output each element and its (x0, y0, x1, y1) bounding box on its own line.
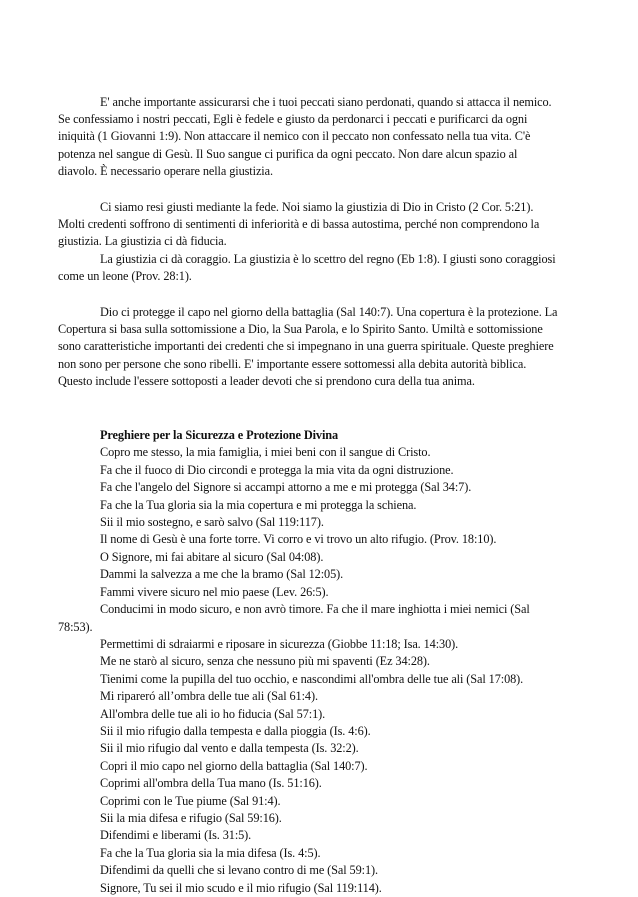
paragraph-line: come un leone (Prov. 28:1). (58, 268, 192, 283)
prayer-line: Me ne starò al sicuro, senza che nessuno più mi spaventi (Ez 34:28). (100, 654, 430, 669)
paragraph-line: Molti credenti soffrono di sentimenti di inferiorità e di bassa autostima, perché non comprendono la (58, 217, 540, 232)
paragraph-line: Ci siamo resi giusti mediante la fede. Noi siamo la giustizia di Dio in Cristo (2 Cor. 5:21). (100, 200, 534, 215)
prayer-line: Dammi la salvezza a me che la bramo (Sal 12:05). (100, 567, 344, 582)
prayer-line: Fammi vivere sicuro nel mio paese (Lev. 26:5). (100, 584, 329, 599)
paragraph-line: iniquità (1 Giovanni 1:9). Non attaccare il nemico con il peccato non confessato nella tua vita. C'è (58, 129, 531, 144)
paragraph-righteousness-courage (58, 251, 582, 285)
paragraph-line: potenza nel sangue di Gesù. Il Suo sangue ci purifica da ogni peccato. Non dare alcun spazio al (58, 146, 518, 161)
paragraph-righteousness-faith (58, 199, 582, 251)
paragraph-line: La giustizia ci dà coraggio. La giustizia è lo scettro del regno (Eb 1:8). I giusti sono coraggiosi (100, 251, 556, 266)
prayer-line: Copri il mio capo nel giorno della battaglia (Sal 140:7). (100, 758, 368, 773)
prayer-line: Fa che la Tua gloria sia la mia difesa (Is. 4:5). (100, 845, 321, 860)
paragraph-line: Questo include l'essere sottoposti a leader devoti che si prendono cura della tua anima. (58, 373, 475, 388)
prayer-line: Sii il mio sostegno, e sarò salvo (Sal 119:117). (100, 515, 324, 530)
prayer-line: All'ombra delle tue ali io ho fiducia (Sal 57:1). (100, 706, 326, 721)
paragraph-line: Dio ci protegge il capo nel giorno della battaglia (Sal 140:7). Una copertura è la protezione. La (100, 305, 558, 320)
prayer-line: Mi ripareró all’ombra delle tue ali (Sal 61:4). (100, 689, 318, 704)
prayer-line: O Signore, mi fai abitare al sicuro (Sal 04:08). (100, 549, 324, 564)
document-page (58, 94, 582, 897)
prayer-line: Signore, Tu sei il mio scudo e il mio rifugio (Sal 119:114). (100, 880, 382, 895)
prayer-line: Fa che l'angelo del Signore si accampi attorno a me e mi protegga (Sal 34:7). (100, 480, 472, 495)
paragraph-line: giustizia. La giustizia ci dà fiducia. (58, 234, 227, 249)
prayer-line-continuation: 78:53). (58, 619, 93, 634)
prayer-line: Tienimi come la pupilla del tuo occhio, e nascondimi all'ombra delle tue ali (Sal 17:08). (100, 671, 524, 686)
prayer-line: Difendimi da quelli che si levano contro di me (Sal 59:1). (100, 863, 378, 878)
prayer-line: Copro me stesso, la mia famiglia, i miei beni con il sangue di Cristo. (100, 445, 431, 460)
paragraph-line: Copertura si basa sulla sottomissione a Dio, la Sua Parola, e lo Spirito Santo. Umiltà e sottomissione (58, 322, 543, 337)
prayer-line: Coprimi all'ombra della Tua mano (Is. 51:16). (100, 776, 322, 791)
paragraph-covering (58, 304, 582, 390)
paragraph-line: sono caratteristiche importanti dei credenti che si impegnano in una guerra spirituale. Queste preghiere (58, 339, 554, 354)
prayer-line: Coprimi con le Tue piume (Sal 91:4). (100, 793, 281, 808)
paragraph-line: E' anche importante assicurarsi che i tuoi peccati siano perdonati, quando si attacca il nemico. (100, 95, 552, 109)
prayer-line: Conducimi in modo sicuro, e non avrò timore. Fa che il mare inghiotta i miei nemici (Sal (100, 602, 530, 617)
prayer-line: Difendimi e liberami (Is. 31:5). (100, 828, 252, 843)
paragraph-line: non sono per persone che sono ribelli. E' importante essere sottomessi alla debita autorità biblica. (58, 356, 527, 371)
prayer-line: Sii il mio rifugio dalla tempesta e dalla pioggia (Is. 4:6). (100, 723, 371, 738)
prayer-line: Il nome di Gesù è una forte torre. Vi corro e vi trovo un alto rifugio. (Prov. 18:10). (100, 532, 497, 547)
prayer-section-title: Preghiere per la Sicurezza e Protezione Divina (100, 428, 339, 443)
prayer-line: Sii la mia difesa e rifugio (Sal 59:16). (100, 810, 282, 825)
paragraph-line: diavolo. È necessario operare nella giustizia. (58, 163, 273, 178)
section-spacer (58, 390, 582, 427)
paragraph-confession (58, 94, 582, 180)
paragraph-line: Se confessiamo i nostri peccati, Egli è fedele e giusto da perdonarci i peccati e purificarci da ogni (58, 112, 528, 127)
prayer-section (58, 427, 582, 897)
prayer-line: Fa che la Tua gloria sia la mia copertura e mi protegga la schiena. (100, 497, 417, 512)
prayer-line: Sii il mio rifugio dal vento e dalla tempesta (Is. 32:2). (100, 741, 359, 756)
prayer-line: Fa che il fuoco di Dio circondi e protegga la mia vita da ogni distruzione. (100, 462, 454, 477)
prayer-line: Permettimi di sdraiarmi e riposare in sicurezza (Giobbe 11:18; Isa. 14:30). (100, 636, 459, 651)
